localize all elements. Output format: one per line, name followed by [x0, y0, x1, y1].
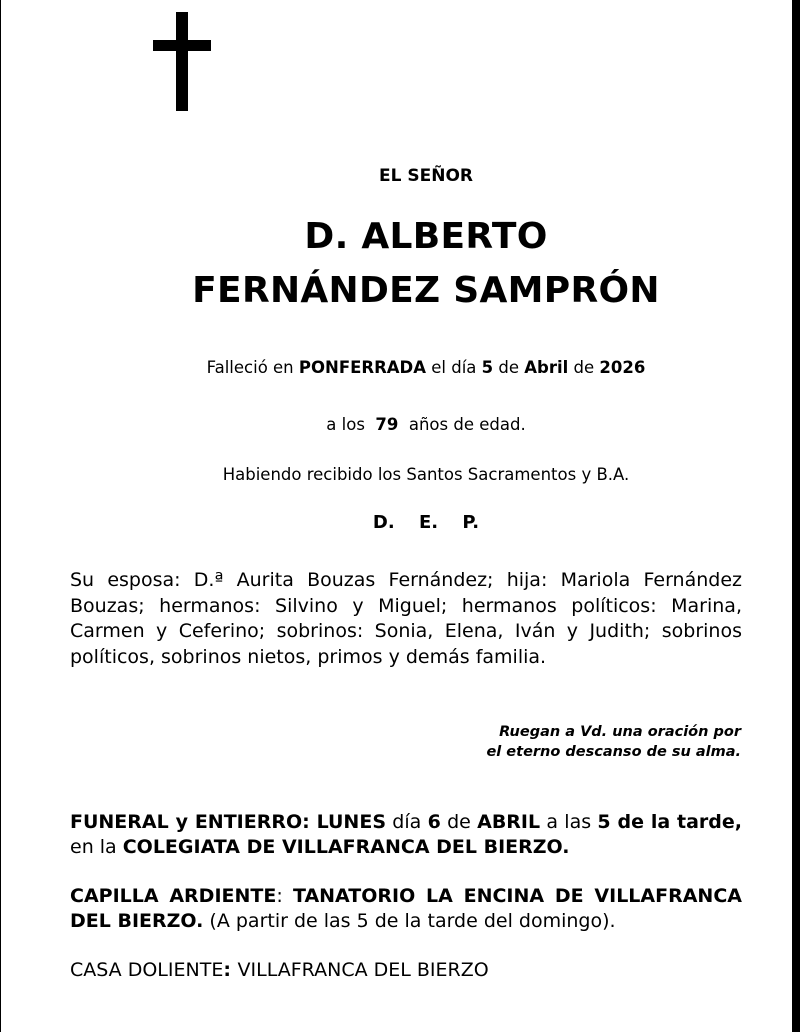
- death-text-3: de: [568, 358, 600, 377]
- chapel-place: TANATORIO LA ENCINA DE VILLAFRANCA DEL BIERZO.: [70, 885, 742, 932]
- death-text-2: de: [493, 358, 525, 377]
- death-text-1: el día: [426, 358, 482, 377]
- funeral-text-1: día: [386, 811, 428, 833]
- age-prefix: a los: [326, 415, 376, 434]
- death-place: PONFERRADA: [298, 358, 427, 377]
- funeral-text-4: en la: [70, 836, 123, 858]
- funeral-info: [70, 810, 742, 860]
- sacraments-line: Habiendo recibido los Santos Sacramentos y B.A.: [222, 465, 630, 484]
- prayer-request: [401, 722, 741, 762]
- chapel-note: (A partir de las 5 de la tarde del domingo).: [203, 910, 616, 932]
- house-label: CASA DOLIENTE: [70, 959, 224, 981]
- house-sep: :: [223, 959, 238, 981]
- house-place: VILLAFRANCA DEL BIERZO: [237, 959, 489, 981]
- deceased-name: [1, 210, 800, 318]
- death-info: [1, 358, 800, 377]
- age-info: [1, 415, 800, 434]
- chapel-label: CAPILLA ARDIENTE: [70, 885, 277, 907]
- dep-line: D. E. P.: [372, 512, 480, 533]
- cross-icon: [153, 12, 211, 111]
- death-month: Abril: [524, 358, 569, 377]
- funeral-time: 5 de la tarde,: [597, 811, 742, 833]
- name-line-2: FERNÁNDEZ SAMPRÓN: [192, 270, 660, 311]
- age-value: 79: [375, 415, 399, 434]
- funeral-place: COLEGIATA DE VILLAFRANCA DEL BIERZO.: [122, 836, 570, 858]
- age-suffix: años de edad.: [398, 415, 526, 434]
- death-year: 2026: [599, 358, 646, 377]
- family-list: Su esposa: D.ª Aurita Bouzas Fernández; hija: Mariola Fernández Bouzas; hermanos: Silvino y Miguel; hermanos políticos: Marina, Carmen y Ceferino; sobrinos: Sonia, Elena, Iván y Judith; sobrinos políticos, sobrinos nietos, primos y demás familia.: [70, 569, 742, 668]
- death-day: 5: [481, 358, 494, 377]
- name-line-1: D. ALBERTO: [304, 216, 548, 257]
- funeral-day: 6: [427, 811, 441, 833]
- honorific: EL SEÑOR: [379, 166, 473, 186]
- funeral-text-3: a las: [540, 811, 598, 833]
- funeral-label: FUNERAL y ENTIERRO:: [70, 811, 317, 833]
- funeral-month: ABRIL: [477, 811, 541, 833]
- chapel-info: [70, 884, 742, 934]
- chapel-sep: :: [276, 885, 293, 907]
- death-prefix: Falleció en: [206, 358, 299, 377]
- funeral-text-2: de: [440, 811, 478, 833]
- prayer-line-2: el eterno descanso de su alma.: [486, 744, 741, 760]
- prayer-line-1: Ruegan a Vd. una oración por: [499, 724, 741, 740]
- funeral-weekday: LUNES: [316, 811, 387, 833]
- mourning-house: [70, 958, 742, 983]
